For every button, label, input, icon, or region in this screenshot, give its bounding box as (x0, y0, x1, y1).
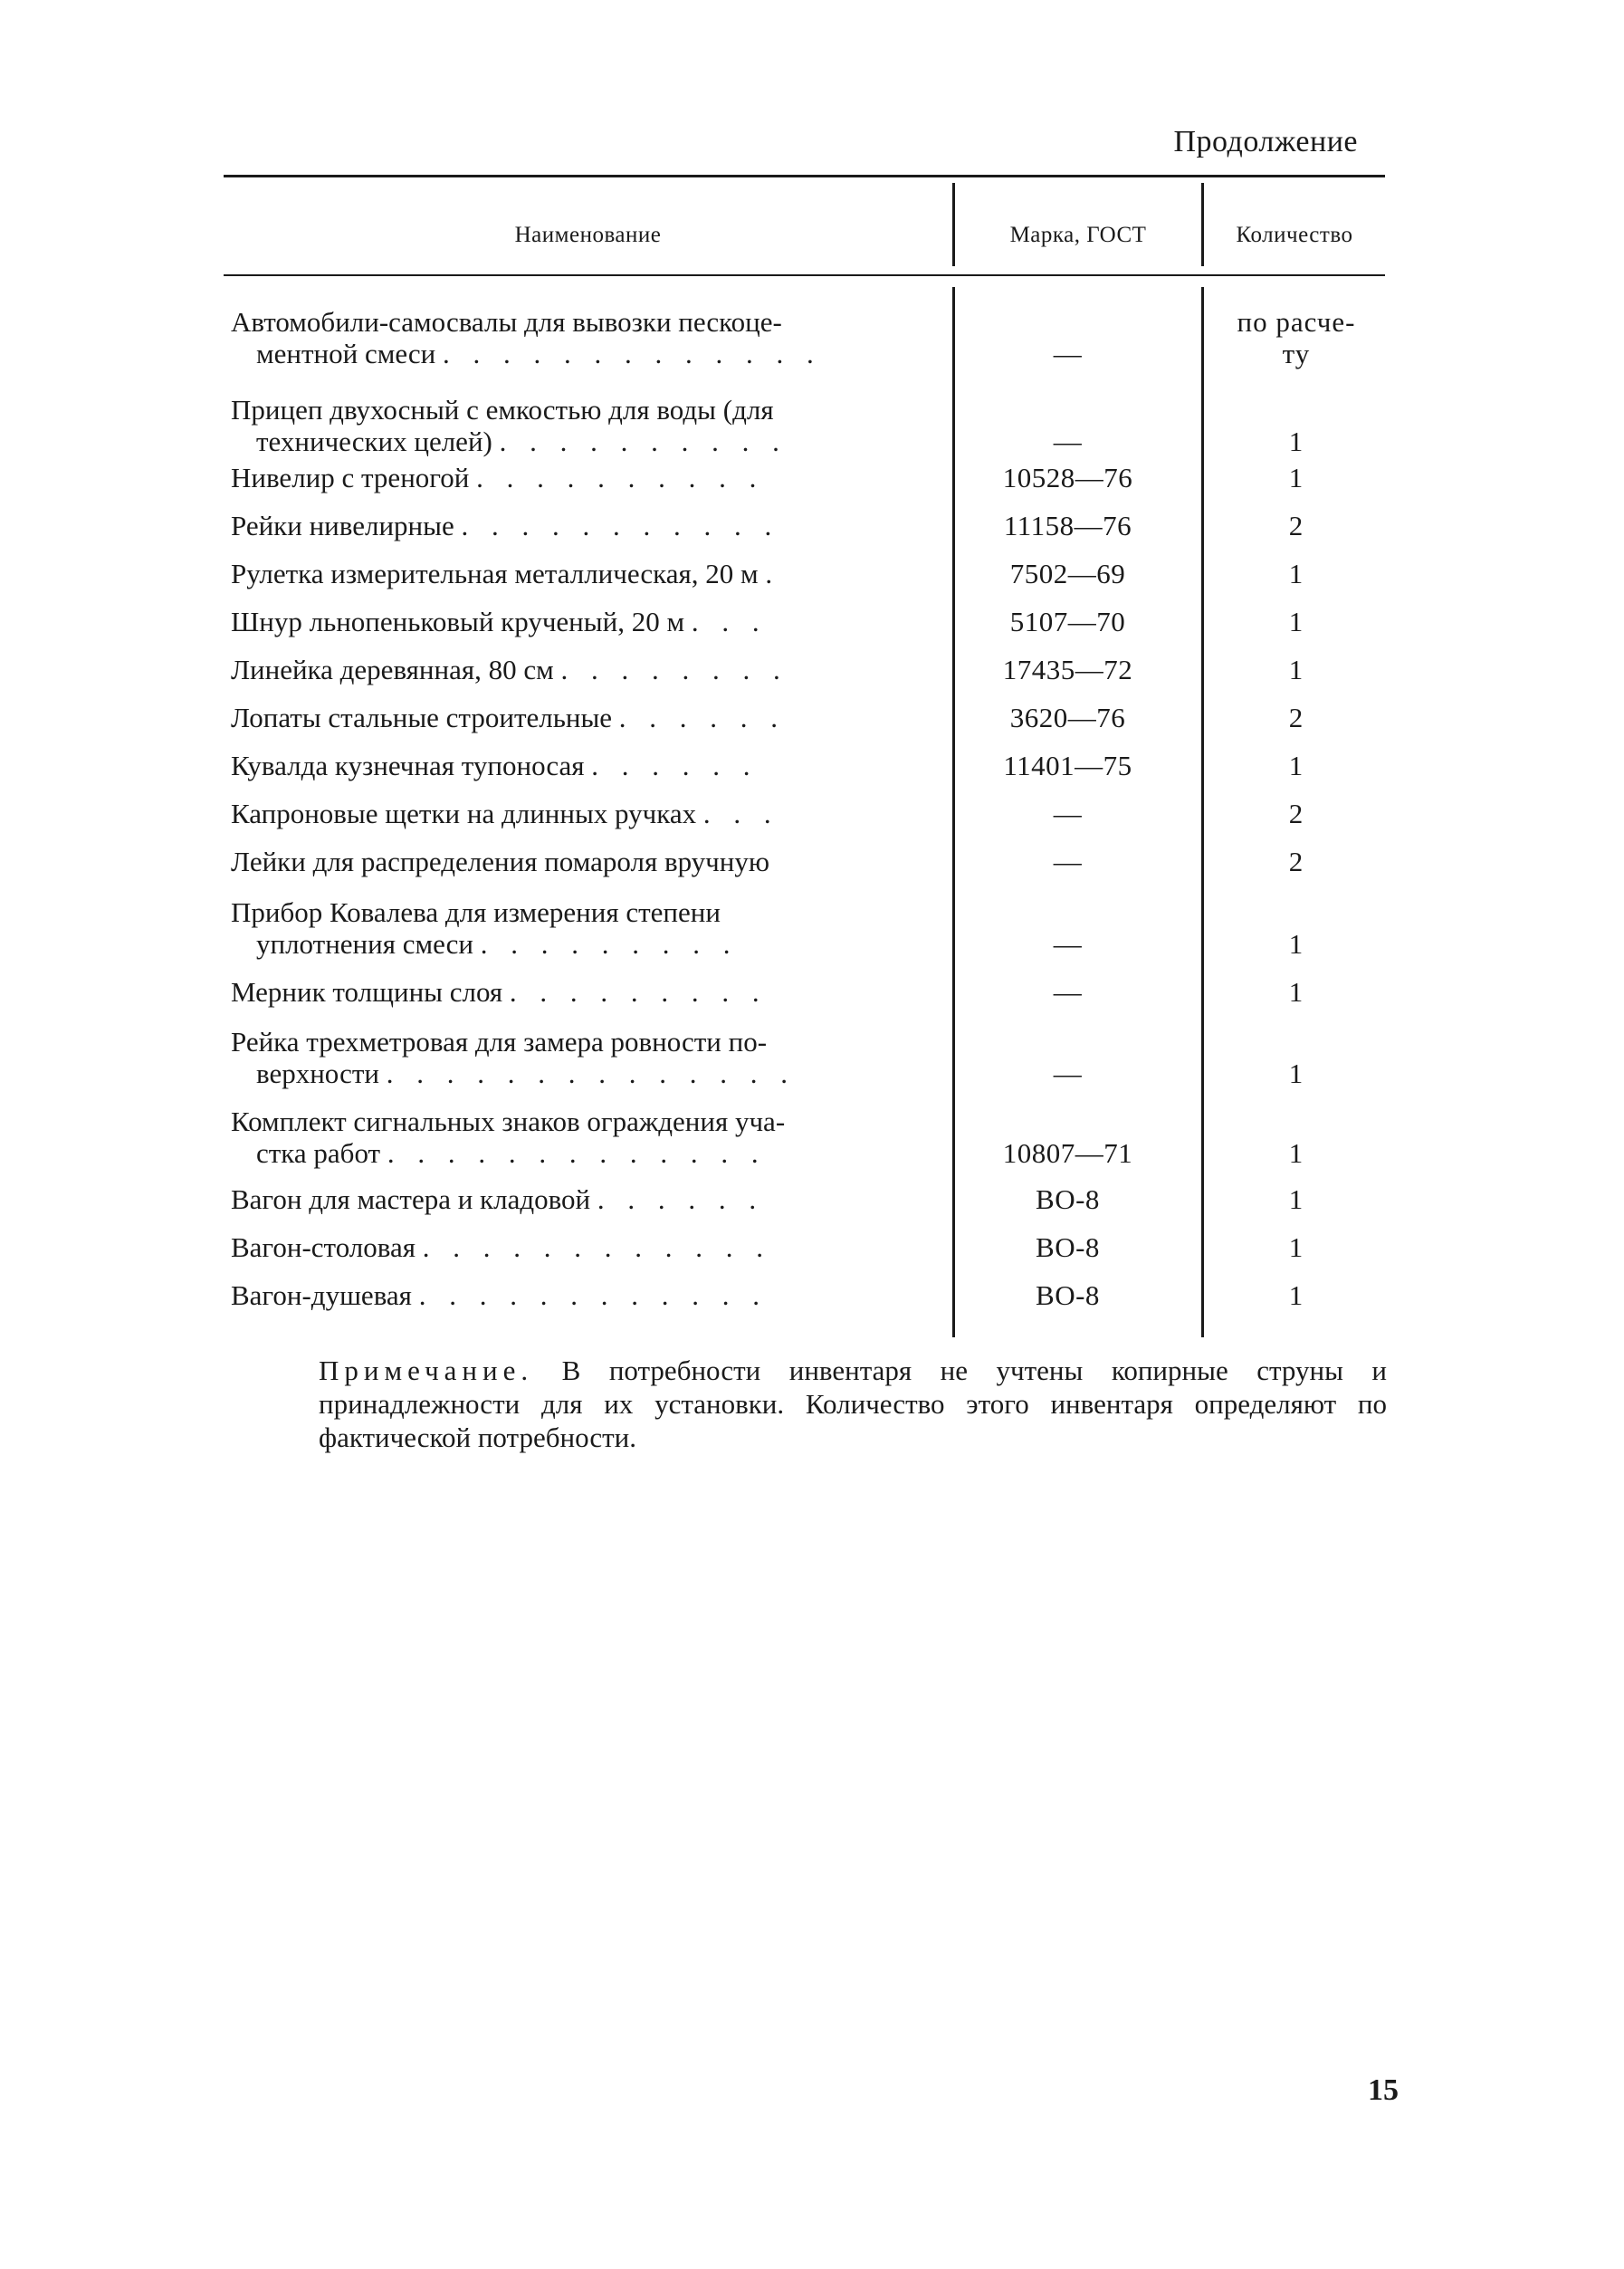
item-mark: 10528—76 (1002, 462, 1133, 493)
item-name-last-line (231, 798, 937, 829)
item-name-last-line (231, 1231, 937, 1263)
item-name (231, 306, 937, 369)
header-quantity: Количество (1236, 223, 1353, 247)
item-name (231, 654, 937, 685)
item-name (231, 750, 937, 781)
item-name-line: верхности (256, 1058, 379, 1089)
item-quantity-line: по расче- (1237, 306, 1356, 338)
item-name-line: Линейка деревянная, 80 см (231, 654, 554, 685)
column-divider-1 (952, 287, 955, 1337)
item-mark: — (1053, 338, 1083, 369)
item-quantity-line: 1 (1288, 606, 1304, 637)
item-name-line: Рейки нивелирные (231, 510, 454, 541)
item-name (231, 558, 937, 589)
item-mark: 3620—76 (1009, 702, 1126, 733)
item-name (231, 1183, 937, 1215)
item-name-last-line (231, 338, 937, 369)
leader-dots: . . . . . . . . . . (499, 426, 788, 457)
item-name (231, 394, 937, 457)
item-name-last-line (231, 558, 937, 589)
item-mark: 7502—69 (1009, 558, 1126, 589)
item-name-line: уплотнения смеси (256, 928, 473, 960)
item-quantity-line: 2 (1288, 510, 1304, 541)
item-mark: — (1053, 798, 1083, 829)
item-quantity (1210, 846, 1382, 877)
note-label: Примечание. (319, 1355, 534, 1386)
leader-dots: . . . . . . . . . (509, 976, 768, 1008)
item-name-line: Вагон-столовая (231, 1231, 416, 1263)
item-name-last-line (231, 702, 937, 733)
item-quantity-line: 1 (1288, 558, 1304, 589)
item-name-line: Нивелир с треногой (231, 462, 470, 493)
item-mark: ВО-8 (1036, 1231, 1100, 1263)
item-name (231, 1279, 937, 1311)
item-name-line: Лейки для распределения помароля вручную (231, 846, 770, 877)
leader-dots: . . . . . . . . . . . . . (442, 338, 822, 369)
item-name-line: Прибор Ковалева для измерения степени (231, 896, 721, 928)
item-mark: — (1053, 1058, 1083, 1089)
item-mark: — (1053, 928, 1083, 960)
item-name (231, 702, 937, 733)
item-name-last-line (231, 928, 937, 960)
item-quantity-line: 1 (1288, 1058, 1304, 1089)
item-name-line: Вагон для мастера и кладовой (231, 1183, 591, 1215)
item-mark: 10807—71 (1002, 1137, 1133, 1169)
item-name (231, 510, 937, 541)
table-top-rule (224, 175, 1385, 177)
item-name-last-line (231, 1137, 937, 1169)
item-name-line: технических целей) (256, 426, 492, 457)
item-mark: — (1053, 426, 1083, 457)
item-mark: — (1053, 846, 1083, 877)
item-name-line: ментной смеси (256, 338, 436, 369)
item-quantity (1210, 1183, 1382, 1215)
item-name-last-line (231, 426, 937, 457)
item-name-last-line (231, 976, 937, 1008)
item-name-last-line (231, 750, 937, 781)
item-quantity-line: 1 (1288, 1231, 1304, 1263)
item-name-line: Капроновые щетки на длинных ручках (231, 798, 697, 829)
item-quantity (1210, 426, 1382, 457)
leader-dots: . . . (702, 798, 779, 829)
item-quantity (1210, 976, 1382, 1008)
item-quantity-line: 2 (1288, 702, 1304, 733)
header-name: Наименование (514, 223, 662, 247)
item-quantity-line: ту (1282, 338, 1311, 369)
leader-dots: . . . . . . . . . . . . . . (386, 1058, 796, 1089)
item-quantity-line: 1 (1288, 750, 1304, 781)
item-quantity (1210, 1231, 1382, 1263)
item-name-line: Автомобили-самосвалы для вывозки пескоце- (231, 306, 782, 338)
item-quantity (1210, 798, 1382, 829)
item-quantity-line: 2 (1288, 846, 1304, 877)
item-mark: 11158—76 (1003, 510, 1132, 541)
inventory-table (224, 172, 1385, 1340)
item-name-line: Шнур льнопеньковый крученый, 20 м (231, 606, 685, 637)
item-quantity-line: 1 (1288, 654, 1304, 685)
note (319, 1354, 1387, 1454)
item-mark: — (1053, 976, 1083, 1008)
item-mark: ВО-8 (1036, 1183, 1100, 1215)
item-name-last-line (231, 1183, 937, 1215)
item-quantity-line: 1 (1288, 928, 1304, 960)
leader-dots: . . . . . . . . . . . . (418, 1279, 768, 1311)
item-mark: 11401—75 (1003, 750, 1132, 781)
item-name-line: Мерник толщины слоя (231, 976, 503, 1008)
item-quantity (1210, 750, 1382, 781)
item-name-last-line (231, 510, 937, 541)
item-quantity (1210, 1279, 1382, 1311)
item-quantity (1210, 462, 1382, 493)
item-mark: ВО-8 (1036, 1279, 1100, 1311)
item-name (231, 1026, 937, 1089)
item-name-last-line (231, 1058, 937, 1089)
item-name-last-line (231, 654, 937, 685)
leader-dots: . . . . . . . . . . . . . (387, 1137, 767, 1169)
item-name-line: стка работ (256, 1137, 381, 1169)
item-mark: 5107—70 (1009, 606, 1126, 637)
item-name-line: Комплект сигнальных знаков ограждения уча- (231, 1106, 786, 1137)
item-quantity (1210, 306, 1382, 369)
item-name (231, 846, 937, 877)
leader-dots: . . . . . . (618, 702, 787, 733)
page-number: 15 (1368, 2073, 1399, 2107)
item-name-line: Рулетка измерительная металлическая, 20 м (231, 558, 759, 589)
item-quantity (1210, 558, 1382, 589)
item-name (231, 896, 937, 960)
item-name-last-line (231, 846, 937, 877)
item-quantity (1210, 1137, 1382, 1169)
item-quantity (1210, 606, 1382, 637)
item-quantity (1210, 928, 1382, 960)
header-bottom-rule (224, 274, 1385, 276)
item-name (231, 798, 937, 829)
item-name (231, 606, 937, 637)
item-quantity-line: 1 (1288, 462, 1304, 493)
leader-dots: . . . . . . (591, 750, 759, 781)
leader-dots: . (765, 558, 781, 589)
item-mark: 17435—72 (1002, 654, 1133, 685)
item-name-last-line (231, 1279, 937, 1311)
item-quantity (1210, 654, 1382, 685)
item-quantity-line: 1 (1288, 976, 1304, 1008)
item-name-last-line (231, 606, 937, 637)
item-name (231, 1231, 937, 1263)
leader-dots: . . . . . . . . . . . (461, 510, 780, 541)
item-name-last-line (231, 462, 937, 493)
header-mark: Марка, ГОСТ (1009, 223, 1147, 247)
item-quantity (1210, 1058, 1382, 1089)
item-quantity (1210, 510, 1382, 541)
item-name-line: Вагон-душевая (231, 1279, 412, 1311)
item-quantity-line: 1 (1288, 1279, 1304, 1311)
leader-dots: . . . . . . (597, 1183, 765, 1215)
leader-dots: . . . . . . . . . (480, 928, 739, 960)
item-quantity-line: 1 (1288, 1137, 1304, 1169)
item-quantity-line: 2 (1288, 798, 1304, 829)
leader-dots: . . . . . . . . . . . . (422, 1231, 771, 1263)
item-name (231, 462, 937, 493)
leader-dots: . . . . . . . . (560, 654, 788, 685)
leader-dots: . . . (691, 606, 768, 637)
item-quantity-line: 1 (1288, 1183, 1304, 1215)
note-text: В потребности инвентаря не учтены копирные струны и принадлежности для их установки. Количество этого инвентаря определяют по фактической потребности. (319, 1355, 1388, 1453)
item-name-line: Лопаты стальные строительные (231, 702, 613, 733)
item-name-line: Кувалда кузнечная тупоносая (231, 750, 585, 781)
item-name-line: Рейка трехметровая для замера ровности по- (231, 1026, 768, 1058)
item-quantity-line: 1 (1288, 426, 1304, 457)
item-quantity (1210, 702, 1382, 733)
column-divider-2 (1201, 287, 1204, 1337)
item-name (231, 1106, 937, 1169)
leader-dots: . . . . . . . . . . (476, 462, 765, 493)
item-name-line: Прицеп двухосный с емкостью для воды (для (231, 394, 774, 426)
continuation-label: Продолжение (1173, 125, 1358, 158)
item-name (231, 976, 937, 1008)
